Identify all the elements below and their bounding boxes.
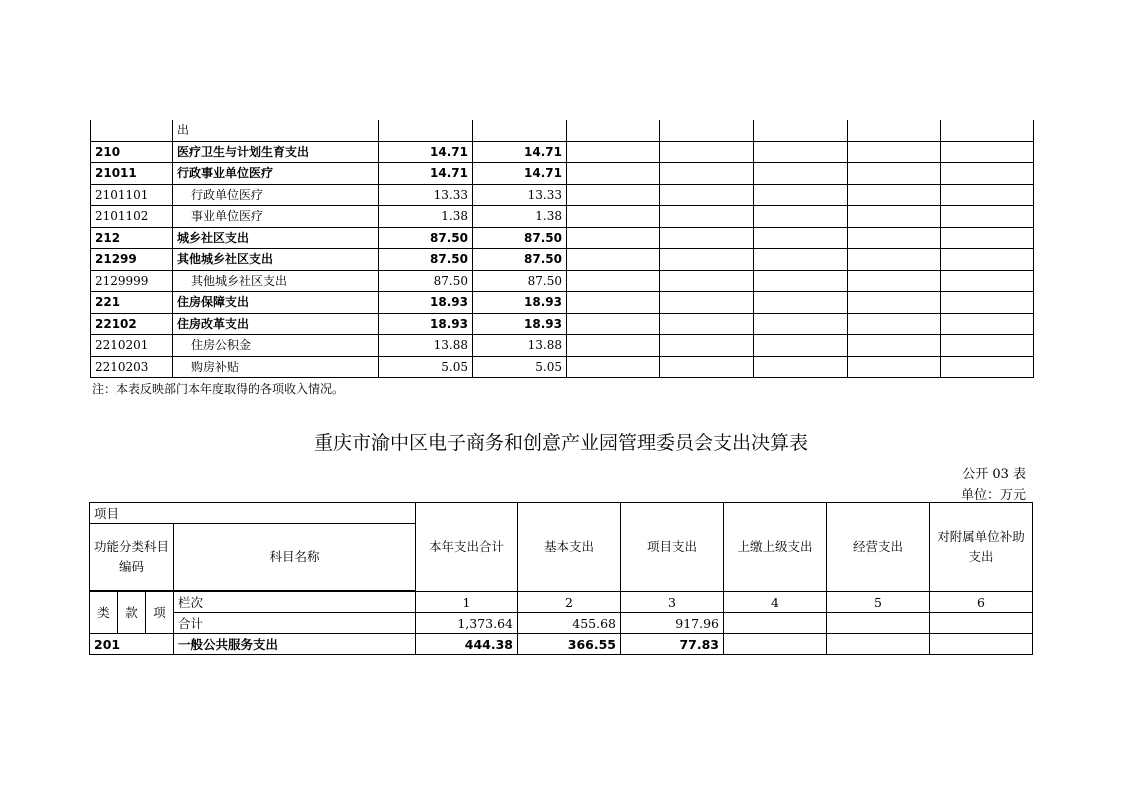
row-code: 2129999 [91, 270, 173, 292]
column-number: 3 [621, 592, 724, 613]
row-name: 一般公共服务支出 [174, 634, 416, 655]
row-basic: 87.50 [473, 227, 567, 249]
row-name: 购房补贴 [173, 356, 379, 378]
row-project: 77.83 [621, 634, 724, 655]
row-total: 87.50 [379, 270, 473, 292]
row-code: 212 [91, 227, 173, 249]
row-total: 1.38 [379, 206, 473, 228]
header-total: 本年支出合计 [416, 503, 518, 592]
header-kuan: 款 [118, 592, 146, 634]
header-project: 项目支出 [621, 503, 724, 592]
header-row [90, 503, 1033, 524]
row-code: 21011 [91, 163, 173, 185]
row-total: 87.50 [379, 249, 473, 271]
row-name: 行政事业单位医疗 [173, 163, 379, 185]
row-name: 事业单位医疗 [173, 206, 379, 228]
table-row [91, 120, 1034, 141]
column-number: 6 [930, 592, 1033, 613]
header-subsidy: 对附属单位补助支出 [930, 503, 1033, 592]
row-name: 其他城乡社区支出 [173, 249, 379, 271]
row-name: 城乡社区支出 [173, 227, 379, 249]
row-code: 221 [91, 292, 173, 314]
continued-cell: 出 [173, 120, 379, 141]
table-row [91, 249, 1034, 271]
row-name: 医疗卫生与计划生育支出 [173, 141, 379, 163]
row-total: 444.38 [416, 634, 518, 655]
row-basic: 87.50 [473, 249, 567, 271]
table-row [91, 356, 1034, 378]
header-item: 项目 [90, 503, 416, 524]
row-total: 13.33 [379, 184, 473, 206]
table-note: 注：本表反映部门本年度取得的各项收入情况。 [92, 382, 345, 396]
table-row [91, 313, 1034, 335]
row-basic: 14.71 [473, 141, 567, 163]
header-xiang: 项 [146, 592, 174, 634]
page-title: 重庆市渝中区电子商务和创意产业园管理委员会支出决算表 [313, 432, 808, 454]
column-number: 1 [416, 592, 518, 613]
column-number: 4 [724, 592, 827, 613]
row-total: 14.71 [379, 163, 473, 185]
column-number: 5 [827, 592, 930, 613]
row-code: 2210201 [91, 335, 173, 357]
row-basic: 366.55 [518, 634, 621, 655]
table-row [91, 184, 1034, 206]
sum-label: 合计 [174, 613, 416, 634]
row-code: 21299 [91, 249, 173, 271]
row-name: 行政单位医疗 [173, 184, 379, 206]
table-row [91, 270, 1034, 292]
row-total: 14.71 [379, 141, 473, 163]
table-row [91, 163, 1034, 185]
income-table-continued [90, 120, 1034, 378]
row-name: 住房改革支出 [173, 313, 379, 335]
table-row [91, 335, 1034, 357]
column-number-label: 栏次 [174, 592, 416, 613]
row-name: 住房保障支出 [173, 292, 379, 314]
header-lei: 类 [90, 592, 118, 634]
row-basic: 1.38 [473, 206, 567, 228]
row-basic: 13.88 [473, 335, 567, 357]
public-table-number: 公开 03 表 [962, 467, 1026, 482]
row-basic: 87.50 [473, 270, 567, 292]
row-basic: 13.33 [473, 184, 567, 206]
table-row [91, 206, 1034, 228]
row-code: 2101102 [91, 206, 173, 228]
row-basic: 18.93 [473, 313, 567, 335]
sum-row [90, 613, 1033, 634]
row-basic: 14.71 [473, 163, 567, 185]
sum-project: 917.96 [621, 613, 724, 634]
header-basic: 基本支出 [518, 503, 621, 592]
row-basic: 5.05 [473, 356, 567, 378]
table-row [91, 141, 1034, 163]
row-total: 18.93 [379, 313, 473, 335]
unit-label: 单位：万元 [960, 488, 1026, 503]
header-upper: 上缴上级支出 [724, 503, 827, 592]
row-code: 22102 [91, 313, 173, 335]
header-subject-name: 科目名称 [174, 524, 416, 591]
table-row [91, 292, 1034, 314]
table-row [90, 634, 1033, 655]
row-name: 住房公积金 [173, 335, 379, 357]
sum-basic: 455.68 [518, 613, 621, 634]
row-total: 13.88 [379, 335, 473, 357]
row-code: 210 [91, 141, 173, 163]
row-name: 其他城乡社区支出 [173, 270, 379, 292]
row-total: 5.05 [379, 356, 473, 378]
column-number-row [90, 592, 1033, 613]
header-business: 经营支出 [827, 503, 930, 592]
row-total: 18.93 [379, 292, 473, 314]
expenditure-table [89, 502, 1033, 655]
row-code: 2210203 [91, 356, 173, 378]
row-basic: 18.93 [473, 292, 567, 314]
sum-total: 1,373.64 [416, 613, 518, 634]
row-total: 87.50 [379, 227, 473, 249]
row-code: 2101101 [91, 184, 173, 206]
header-func-code: 功能分类科目编码 [90, 524, 174, 591]
row-code: 201 [90, 634, 174, 655]
column-number: 2 [518, 592, 621, 613]
table-row [91, 227, 1034, 249]
